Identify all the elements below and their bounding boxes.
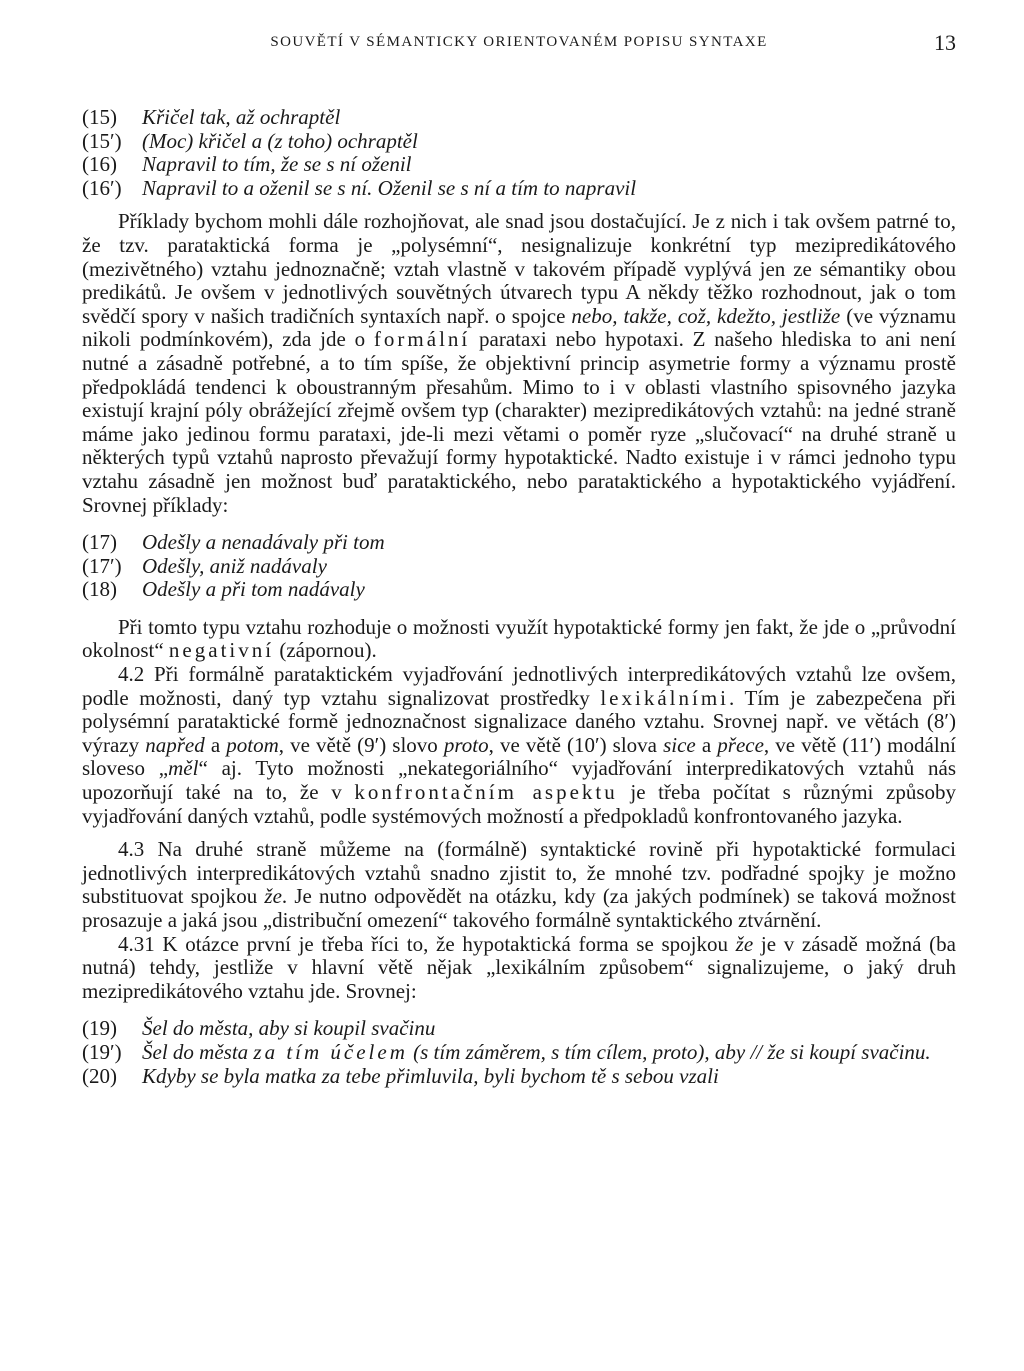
example-number: (18) — [82, 577, 117, 602]
example-number: (19) — [82, 1016, 117, 1041]
example-text: (Moc) křičel a (z toho) ochraptěl — [142, 128, 418, 153]
page-header — [82, 30, 956, 60]
example-number: (16′) — [82, 175, 122, 200]
example-text: Kdyby se byla matka za tebe přimluvila, byli bychom tě s sebou vzali — [142, 1063, 719, 1088]
examples-15-16 — [82, 106, 956, 200]
example-number: (16) — [82, 152, 117, 177]
paragraph-4-2: 4.2 Při formálně parataktickém vyjadřování jednotlivých interpredikátových vztahů lze ovšem, podle možnosti, daný typ vztahu signalizovat prostředky lexikálními. Tím je zabezpečena při polysémní parataktické formě jednoznačnost signalizace daného vztahu. Srovnej např. ve větách (8′) výrazy napřed a potom, ve větě (9′) slovo proto, ve větě (10′) slova sice a přece, ve větě (11′) modální sloveso „měl“ aj. Tyto možnosti „nekategoriálního“ vyjadřování interpredikatových vztahů nás upozorňují také na to, že v konfrontačním aspektu je třeba počítat s různými způsoby vyjadřování daných vztahů, podle systémových možností a předpokladů konfrontovaného jazyka. — [82, 662, 956, 828]
example-number: (19′) — [82, 1039, 122, 1064]
paragraph-4-3: 4.3 Na druhé straně můžeme na (formálně) syntaktické rovině při hypotaktické formulaci jednotlivých interpredikátových vztahů snadno zjistit to, že mnohé tzv. podřadné spojky je možno substituovat spojkou že. Je nutno odpovědět na otázku, kdy (za jakých podmínek) se taková možnost prosazuje a jaká jsou „distribuční omezení“ takového formálně syntaktického ztvárnění. — [82, 837, 956, 932]
example-line — [82, 1041, 956, 1065]
running-title: SOUVĚTÍ V SÉMANTICKY ORIENTOVANÉM POPISU SYNTAXE — [270, 34, 768, 50]
example-number: (17) — [82, 530, 117, 555]
example-line — [82, 578, 956, 602]
example-line — [82, 153, 956, 177]
example-text: Napravil to tím, že se s ní oženil — [142, 152, 412, 177]
example-line — [82, 106, 956, 130]
example-text: Napravil to a oženil se s ní. Oženil se s ní a tím to napravil — [142, 175, 637, 200]
paragraph-1: Příklady bychom mohli dále rozhojňovat, ale snad jsou dostačující. Je z nich i tak ovšem patrné to, že tzv. parataktická forma je „polysémní“, nesignalizuje konkrétní typ mezipredikátového (mezivětného) vztahu jednoznačně; vztah vlastně v takovém případě vyplývá jen ze sémantiky obou predikátů. Je ovšem v jednotlivých souvětných útvarech typu A někdy těžko rozhodnout, jak o tom svědčí spory v našich tradičních syntaxích např. o spojce nebo, takže, což, kdežto, jestliže (ve významu nikoli podmínkovém), zda jde o formální parataxi nebo hypotaxi. Z našeho hlediska to ani není nutné a zásadně potřebné, a to tím spíše, že objektivní princip asymetrie formy a významu prostě předpokládá tendenci k oboustranným přesahům. Mimo to i v oblasti vlastního spisovného jazyka existují krajní póly obrážející zřejmě ovšem typ (charakter) mezipredikátových vztahů: na jedné straně máme jako jedinou formu parataxi, jde-li mezi větami o poměr ryze „slučovací“ na druhé straně u některých typů vztahů naprosto převažují formy hypotaktické. Nadto existuje i v rámci jednoho typu vztahu zásadně jen možnost buď parataktického, nebo parataktického a hypotaktického vyjádření. Srovnej příklady: — [82, 209, 956, 517]
example-line — [82, 130, 956, 154]
example-line — [82, 555, 956, 579]
example-number: (15) — [82, 105, 117, 129]
examples-17-18 — [82, 531, 956, 602]
examples-19-20 — [82, 1017, 956, 1088]
example-text: Odešly a při tom nadávaly — [142, 577, 365, 602]
example-text: Šel do města za tím účelem (s tím záměrem, s tím cílem, proto), aby // že si koupí svačinu. — [142, 1039, 931, 1064]
example-number: (17′) — [82, 553, 122, 578]
example-text: Šel do města, aby si koupil svačinu — [142, 1016, 436, 1041]
example-line — [82, 1065, 956, 1089]
example-text: Křičel tak, až ochraptěl — [142, 105, 341, 129]
paragraph-4-31: 4.31 K otázce první je třeba říci to, že hypotaktická forma se spojkou že je v zásadě možná (ba nutná) tehdy, jestliže v hlavní větě nějak „lexikálním způsobem“ signalizujeme, o jaký druh mezipredikátového vztahu jde. Srovnej: — [82, 931, 956, 1003]
example-number: (15′) — [82, 128, 122, 153]
example-line — [82, 531, 956, 555]
page-number: 13 — [934, 30, 956, 55]
example-line — [82, 177, 956, 201]
example-text: Odešly, aniž nadávaly — [142, 553, 327, 578]
example-line — [82, 1017, 956, 1041]
page — [82, 30, 956, 1088]
example-number: (20) — [82, 1063, 117, 1088]
example-text: Odešly a nenadávaly při tom — [142, 530, 385, 555]
paragraph-2: Při tomto typu vztahu rozhoduje o možnosti využít hypotaktické formy jen fakt, že jde o „průvodní okolnost“ negativní (zápornou). — [82, 614, 956, 663]
